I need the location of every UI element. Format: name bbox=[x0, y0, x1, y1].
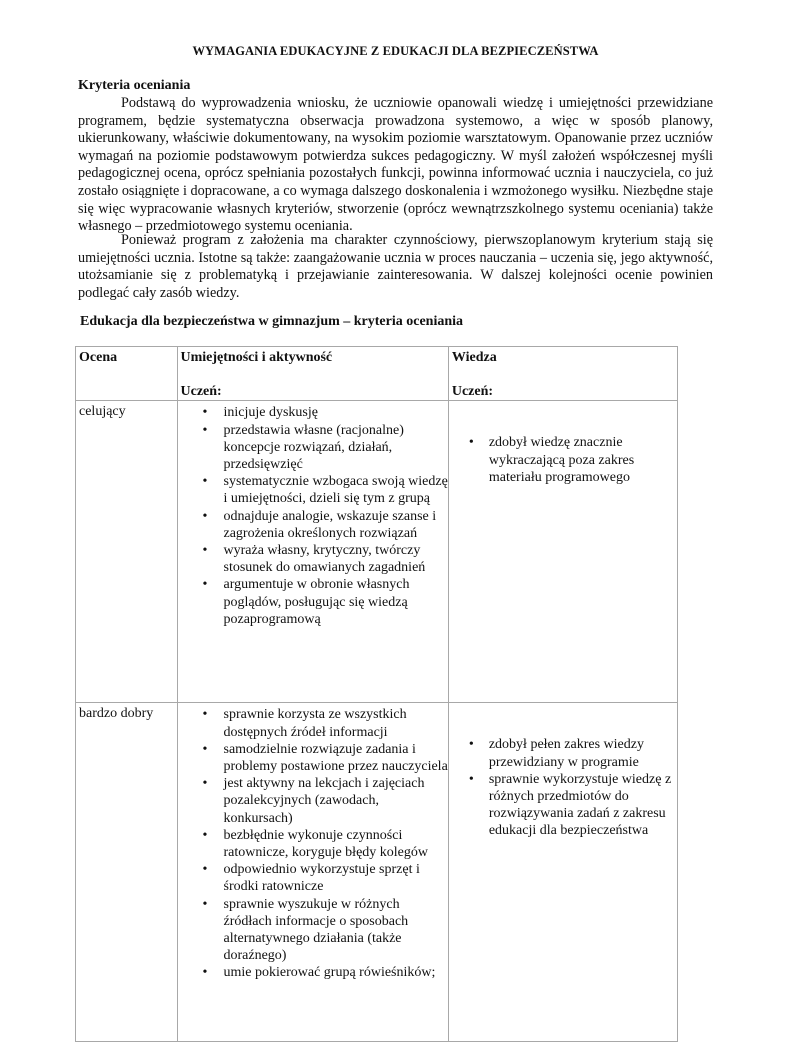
header-skills-label: Umiejętności i aktywność bbox=[180, 350, 333, 365]
paragraph-2: Ponieważ program z założenia ma charakter czynnościowy, pierwszoplanowym kryterium stają się umiejętności ucznia. Istotne są także: zaangażowanie ucznia w proces nauczania – uczenia się, jego aktywność, utożsamianie się z problematyką i przejawianie zainteresowania. W dalszej kolejności ocenie powinien podlegać cały zasób wiedzy. bbox=[78, 232, 713, 301]
list-item: • zdobył pełen zakres wiedzy przewidziany w programie bbox=[489, 736, 677, 770]
list-item: • sprawnie korzysta ze wszystkich dostępnych źródeł informacji bbox=[224, 706, 448, 740]
skills-cell bbox=[177, 401, 448, 703]
knowledge-list bbox=[449, 434, 677, 486]
knowledge-list bbox=[449, 736, 677, 839]
skills-cell bbox=[177, 703, 448, 1042]
list-item: • odpowiednio wykorzystuje sprzęt i środki ratownicze bbox=[224, 861, 448, 895]
list-item: • odnajduje analogie, wskazuje szanse i zagrożenia określonych rozwiązań bbox=[224, 508, 448, 542]
criteria-table bbox=[75, 346, 678, 1042]
table-row bbox=[76, 703, 678, 1042]
list-item: • umie pokierować grupą rówieśników; bbox=[224, 964, 448, 981]
list-item: • bezbłędnie wykonuje czynności ratownicze, koryguje błędy kolegów bbox=[224, 827, 448, 861]
table-row bbox=[76, 401, 678, 703]
header-skills-sub: Uczeń: bbox=[180, 384, 222, 400]
header-grade bbox=[76, 347, 178, 401]
paragraph-1: Podstawą do wyprowadzenia wniosku, że uczniowie opanowali wiedzę i umiejętności przewidziane programem, będzie systematyczna obserwacja prowadzona systemowo, a więc w sposób planowy, ukierunkowany, właściwie dokumentowany, na wysokim poziomie warsztatowym. Opanowanie przez uczniów wymagań na poziomie podstawowym potwierdza sukces pedagogiczny. W myśl założeń współczesnej myśli pedagogicznej ocena, oprócz spełniania pozostałych funkcji, powinna informować ucznia i nauczyciela, co już zostało osiągnięte i dopracowane, a co wymaga dalszego doskonalenia i wzmożonego wysiłku. Niezbędne staje się więc wypracowanie własnych kryteriów, stworzenie (oprócz wewnątrzszkolnego systemu oceniania) także własnego – przedmiotowego systemu oceniania. bbox=[78, 95, 713, 235]
list-item: • wyraża własny, krytyczny, twórczy stosunek do omawianych zagadnień bbox=[224, 542, 448, 576]
grade-label: bardzo dobry bbox=[79, 706, 154, 722]
table-header-row bbox=[76, 347, 678, 401]
list-item: • inicjuje dyskusję bbox=[224, 404, 448, 421]
list-item: • argumentuje w obronie własnych poglądów, posługując się wiedzą pozaprogramową bbox=[224, 576, 448, 628]
skills-list bbox=[178, 404, 448, 628]
page-title: WYMAGANIA EDUKACYJNE Z EDUKACJI DLA BEZPIECZEŃSTWA bbox=[192, 44, 599, 58]
list-item: • sprawnie wykorzystuje wiedzę z różnych przedmiotów do rozwiązywania zadań z zakresu edukacji dla bezpieczeństwa bbox=[489, 771, 677, 840]
header-knowledge bbox=[448, 347, 677, 401]
section-heading: Kryteria oceniania bbox=[78, 78, 191, 93]
list-item: • samodzielnie rozwiązuje zadania i problemy postawione przez nauczyciela bbox=[224, 741, 448, 775]
list-item: • przedstawia własne (racjonalne) koncepcje rozwiązań, działań, przedsięwzięć bbox=[224, 422, 448, 474]
header-knowledge-sub: Uczeń: bbox=[451, 384, 494, 400]
header-skills bbox=[177, 347, 448, 401]
skills-list bbox=[178, 706, 448, 981]
header-grade-label: Ocena bbox=[79, 350, 118, 365]
list-item: • zdobył wiedzę znacznie wykraczającą poza zakres materiału programowego bbox=[489, 434, 677, 486]
list-item: • jest aktywny na lekcjach i zajęciach pozalekcyjnych (zawodach, konkursach) bbox=[224, 775, 448, 827]
header-knowledge-label: Wiedza bbox=[451, 350, 497, 365]
knowledge-cell bbox=[448, 401, 677, 703]
knowledge-cell bbox=[448, 703, 677, 1042]
grade-label: celujący bbox=[79, 404, 126, 420]
grade-cell bbox=[76, 401, 178, 703]
table-heading: Edukacja dla bezpieczeństwa w gimnazjum – kryteria oceniania bbox=[80, 314, 464, 329]
list-item: • sprawnie wyszukuje w różnych źródłach informacje o sposobach alternatywnego działania (także doraźnego) bbox=[224, 896, 448, 965]
list-item: • systematycznie wzbogaca swoją wiedzę i umiejętności, dzieli się tym z grupą bbox=[224, 473, 448, 507]
grade-cell bbox=[76, 703, 178, 1042]
